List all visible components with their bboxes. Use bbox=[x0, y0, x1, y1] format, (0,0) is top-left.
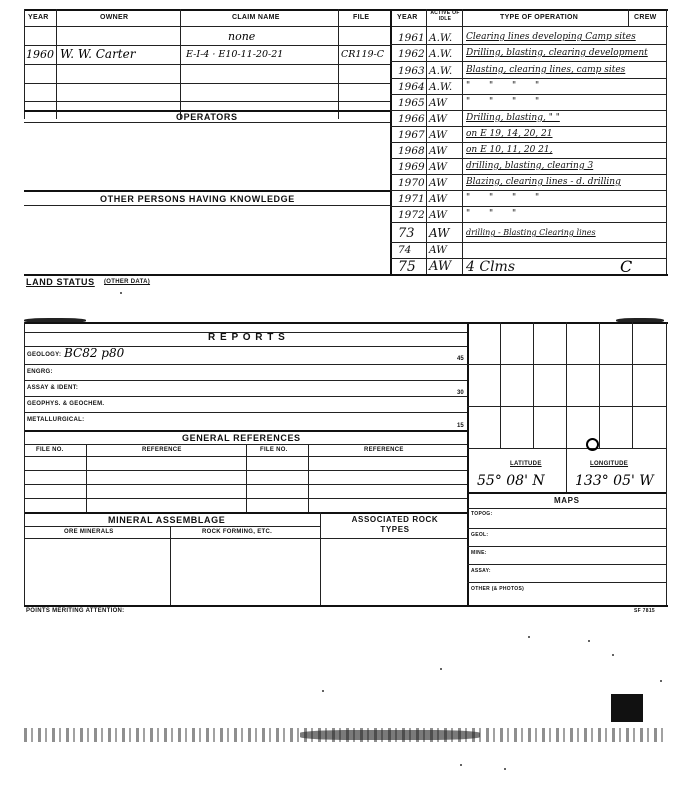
land-status-sub: (OTHER DATA) bbox=[104, 279, 151, 285]
ref-file-no-1: FILE NO. bbox=[36, 447, 64, 453]
work-operation: Clearing lines developing Camp sites bbox=[466, 32, 636, 42]
work-active: AW bbox=[429, 209, 447, 221]
work-year: 1966 bbox=[398, 113, 425, 125]
associated-rock-types-heading: ASSOCIATED ROCK TYPES bbox=[351, 515, 439, 534]
ref-reference-2: REFERENCE bbox=[364, 447, 404, 453]
form-number: SF 7815 bbox=[634, 608, 656, 614]
work-active: AW bbox=[429, 177, 447, 189]
mineral-assemblage-heading: MINERAL ASSEMBLAGE bbox=[108, 515, 226, 525]
crew-final: C bbox=[620, 257, 633, 276]
maps-assay: ASSAY: bbox=[471, 568, 491, 574]
operators-heading: OPERATORS bbox=[176, 112, 238, 122]
work-operation: drilling, blasting, clearing 3 bbox=[466, 161, 594, 171]
work-active: A.W. bbox=[429, 48, 453, 60]
work-active: AW bbox=[429, 193, 447, 205]
scan-speck bbox=[120, 292, 122, 294]
latitude-value: 55° 08' N bbox=[477, 473, 545, 489]
work-year: 1968 bbox=[398, 145, 425, 157]
geophys-label: GEOPHYS. & GEOCHEM. bbox=[27, 401, 105, 407]
scan-artifact-block bbox=[611, 694, 643, 722]
work-operation: Blazing, clearing lines - d. drilling bbox=[466, 177, 621, 187]
work-year: 1964 bbox=[398, 81, 425, 93]
maps-topog: TOPOG: bbox=[471, 511, 493, 517]
header-work-year: YEAR bbox=[397, 14, 418, 21]
header-file: FILE bbox=[353, 14, 370, 21]
claim-none: none bbox=[228, 30, 256, 43]
scan-speck bbox=[460, 764, 462, 766]
work-year: 74 bbox=[398, 244, 412, 256]
ref-reference-1: REFERENCE bbox=[142, 447, 182, 453]
work-operation: 4 Clms bbox=[466, 259, 516, 275]
ref-file-no-2: FILE NO. bbox=[260, 447, 288, 453]
work-operation: Drilling, blasting, " " bbox=[466, 113, 560, 123]
assay-label: ASSAY & IDENT: bbox=[27, 385, 79, 391]
work-operation: " " " " bbox=[466, 81, 548, 91]
header-year: YEAR bbox=[28, 14, 49, 21]
work-active: AW bbox=[429, 259, 452, 274]
work-operation: Drilling, blasting, clearing development bbox=[466, 48, 648, 58]
header-active-of-idle: ACTIVE OF IDLE bbox=[430, 10, 460, 22]
ore-minerals-heading: ORE MINERALS bbox=[64, 529, 114, 535]
work-year: 75 bbox=[398, 259, 416, 275]
work-operation: on E 10, 11, 20 21, bbox=[466, 145, 553, 155]
work-year: 1969 bbox=[398, 161, 425, 173]
scan-noise-band bbox=[300, 730, 480, 740]
longitude-value: 133° 05' W bbox=[575, 473, 654, 489]
scale-tick: 45 bbox=[457, 356, 464, 362]
scan-speck bbox=[528, 636, 530, 638]
work-year: 1971 bbox=[398, 193, 425, 205]
geology-value: BC82 p80 bbox=[64, 346, 125, 360]
header-owner: OWNER bbox=[100, 14, 129, 21]
work-active: AW bbox=[429, 129, 447, 141]
work-active: A.W. bbox=[429, 32, 453, 44]
work-operation: " " " " bbox=[466, 97, 548, 107]
land-status-heading: LAND STATUS bbox=[26, 277, 95, 287]
owner-row-file: CR119-C bbox=[341, 49, 385, 60]
work-active: AW bbox=[429, 113, 447, 125]
work-operation: on E 19, 14, 20, 21 bbox=[466, 129, 553, 139]
location-marker-icon bbox=[586, 438, 599, 451]
work-year: 1967 bbox=[398, 129, 425, 141]
work-active: AW bbox=[429, 226, 450, 240]
maps-other: OTHER (& PHOTOS) bbox=[471, 586, 525, 592]
work-year: 1962 bbox=[398, 48, 425, 60]
engrg-label: ENGRG: bbox=[27, 369, 53, 375]
scan-speck bbox=[322, 690, 324, 692]
other-persons-heading: OTHER PERSONS HAVING KNOWLEDGE bbox=[100, 194, 295, 204]
scan-speck bbox=[612, 654, 614, 656]
general-references-heading: GENERAL REFERENCES bbox=[182, 433, 301, 443]
work-operation: drilling - Blasting Clearing lines bbox=[466, 228, 596, 237]
owner-row-name: W. W. Carter bbox=[60, 47, 136, 61]
work-active: AW bbox=[429, 97, 447, 109]
reports-heading: R E P O R T S bbox=[208, 332, 286, 343]
scan-speck bbox=[588, 640, 590, 642]
scan-speck bbox=[504, 768, 506, 770]
rock-forming-heading: ROCK FORMING, ETC. bbox=[202, 529, 273, 535]
scan-speck bbox=[660, 680, 662, 682]
scale-tick: 15 bbox=[457, 423, 464, 429]
work-active: AW bbox=[429, 161, 447, 173]
latitude-label: LATITUDE bbox=[510, 461, 542, 467]
owner-row-year: 1960 bbox=[26, 48, 54, 61]
work-active: A.W. bbox=[429, 81, 453, 93]
work-operation: " " " bbox=[466, 209, 525, 219]
work-year: 73 bbox=[398, 226, 415, 241]
work-year: 1970 bbox=[398, 177, 425, 189]
maps-heading: MAPS bbox=[554, 496, 580, 505]
scan-speck bbox=[440, 668, 442, 670]
maps-mine: MINE: bbox=[471, 550, 487, 556]
work-year: 1961 bbox=[398, 32, 425, 44]
header-claim-name: CLAIM NAME bbox=[232, 14, 280, 21]
work-operation: " " " " bbox=[466, 193, 548, 203]
metallurgical-label: METALLURGICAL: bbox=[27, 417, 85, 423]
longitude-label: LONGITUDE bbox=[590, 461, 629, 467]
points-meriting-attention: POINTS MERITING ATTENTION: bbox=[26, 608, 125, 614]
work-year: 1965 bbox=[398, 97, 425, 109]
work-active: AW bbox=[429, 244, 447, 256]
maps-geol: GEOL: bbox=[471, 532, 489, 538]
scale-tick: 30 bbox=[457, 390, 464, 396]
header-crew: CREW bbox=[634, 14, 657, 21]
geology-label: GEOLOGY: bbox=[27, 352, 62, 358]
work-year: 1963 bbox=[398, 65, 425, 77]
work-active: AW bbox=[429, 145, 447, 157]
header-type-of-operation: TYPE OF OPERATION bbox=[500, 14, 579, 21]
work-active: A.W. bbox=[429, 65, 453, 77]
work-operation: Blasting, clearing lines, camp sites bbox=[466, 65, 626, 75]
work-year: 1972 bbox=[398, 209, 425, 221]
owner-row-claim: E-I-4 · E10-11-20-21 bbox=[186, 49, 284, 60]
